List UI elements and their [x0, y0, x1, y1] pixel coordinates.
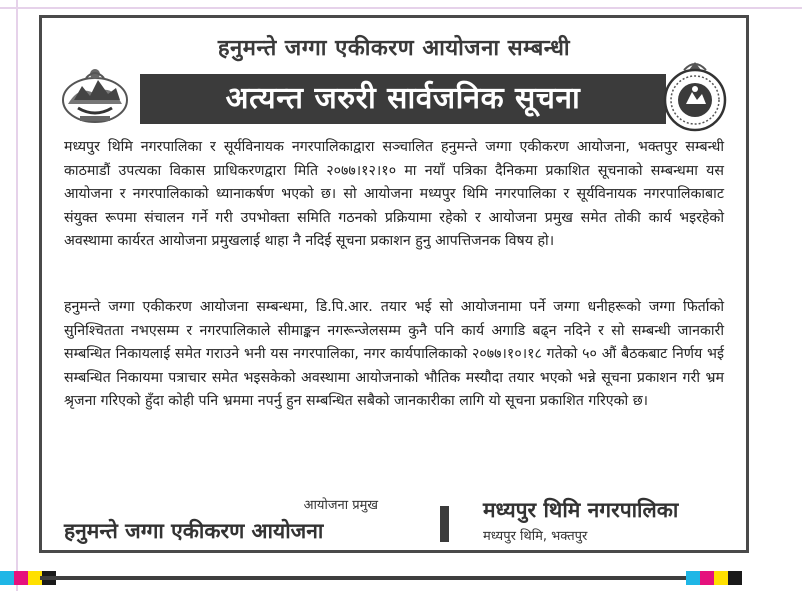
signature-block-project — [64, 495, 394, 545]
municipality-name: मध्यपुर थिमि नगरपालिका — [483, 498, 679, 522]
signature-divider — [440, 506, 449, 542]
color-swatch-cyan — [686, 571, 700, 585]
nepal-emblem-icon — [60, 64, 130, 126]
crop-guide-top — [0, 7, 802, 9]
color-swatch-yellow — [714, 571, 728, 585]
color-swatch-cyan — [0, 571, 14, 585]
notice-paragraph-1: मध्यपुर थिमि नगरपालिका र सूर्यविनायक नगरपालिकाद्वारा सञ्चालित हनुमन्ते जग्गा एकीकरण आयोजना, भक्तपुर सम्बन्धी काठमाडौं उपत्यका विकास प्राधिकरणद्वारा मिति २०७७।१२।१० मा नयाँ पत्रिका दैनिकमा प्रकाशित सूचनाको सम्बन्धमा यस आयोजना र नगरपालिकाको ध्यानाकर्षण भएको छ। सो आयोजना मध्यपुर थिमि नगरपालिका र सूर्यविनायक नगरपालिकाबाट संयुक्त रूपमा संचालन गर्ने गरी उपभोक्ता समिति गठनको प्रक्रियामा रहेको र आयोजना प्रमुख समेत तोकी कार्य भइरहेको अवस्थामा कार्यरत आयोजना प्रमुखलाई थाहा नै नदिई सूचना प्रकाशन हुनु आपत्तिजनक विषय हो। — [64, 139, 724, 249]
signature-block-municipality — [483, 496, 743, 544]
municipality-address: मध्यपुर थिमि, भक्तपुर — [483, 529, 588, 544]
notice-frame — [39, 15, 749, 553]
notice-banner-title: अत्यन्त जरुरी सार्वजनिक सूचना — [140, 74, 666, 124]
color-swatch-magenta — [700, 571, 714, 585]
print-rule-line — [40, 576, 686, 580]
signatory-role: आयोजना प्रमुख — [303, 498, 378, 513]
notice-paragraph-2: हनुमन्ते जग्गा एकीकरण आयोजना सम्बन्धमा, डि.पि.आर. तयार भई सो आयोजनामा पर्ने जग्गा धनीहरूको जग्गा फिर्ताको सुनिश्चितता नभएसम्म र नगरपालिकाले सीमाङ्कन नगरून्जेलसम्म कुनै पनि कार्य अगाडि बढ्न नदिने र सो सम्बन्धी जानकारी सम्बन्धित निकायलाई समेत गराउने भनी यस नगरपालिका, नगर कार्यपालिकाको २०७७।१०।१८ गतेको ५० औं बैठकबाट निर्णय भई सम्बन्धित निकायमा पत्राचार समेत भइसकेको अवस्थामा आयोजनाको भौतिक मस्यौदा तयार भएको भन्ने सूचना प्रकाशन गरी भ्रम श्रृजना गरिएको हुँदा कोही पनि भ्रममा नपर्नु हुन सम्बन्धित सबैको जानकारीका लागि यो सूचना प्रकाशित गरिएको छ। — [64, 299, 724, 409]
crop-guide-left — [16, 0, 18, 591]
signatory-project-name: हनुमन्ते जग्गा एकीकरण आयोजना — [64, 519, 324, 543]
color-swatch-black — [728, 571, 742, 585]
notice-heading: हनुमन्ते जग्गा एकीकरण आयोजना सम्बन्धी — [217, 36, 571, 61]
municipality-seal-icon — [662, 58, 728, 134]
print-color-bar — [0, 566, 802, 591]
color-swatch-magenta — [14, 571, 28, 585]
